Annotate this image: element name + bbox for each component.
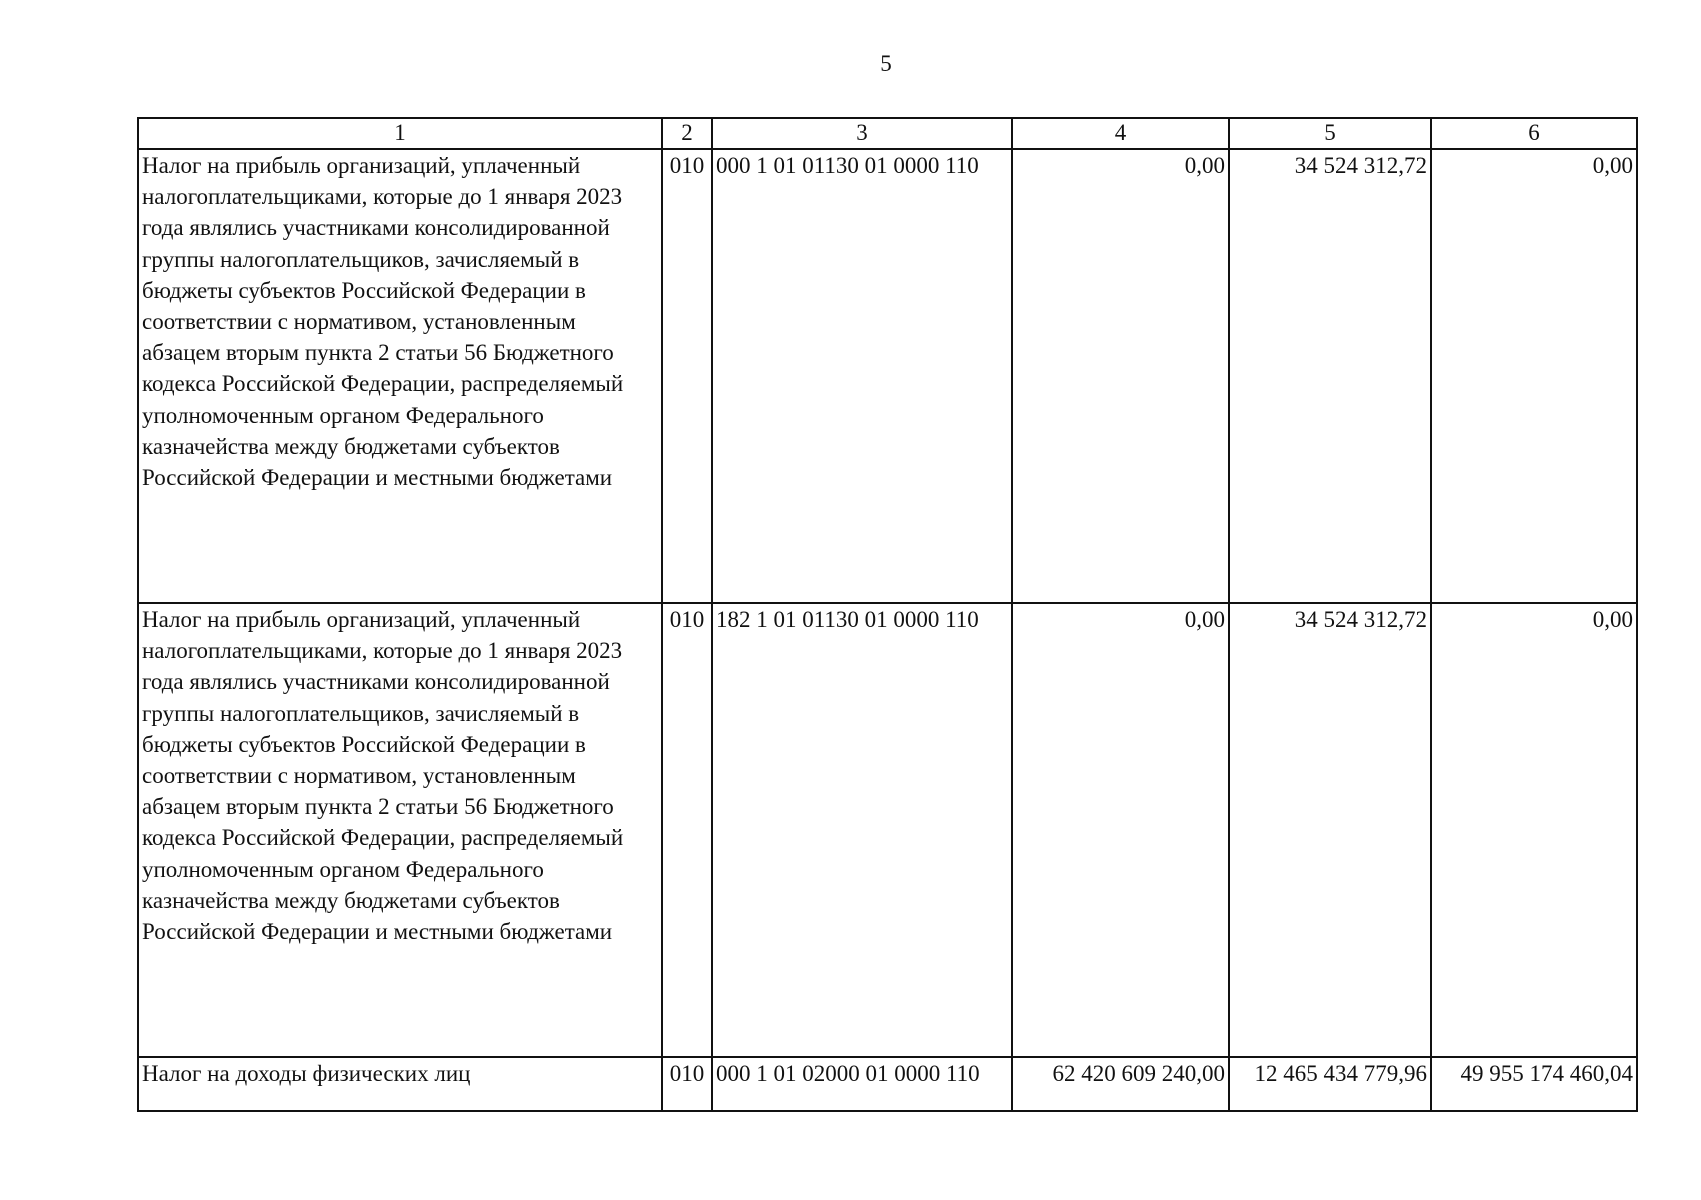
budget-classification-code-cell: 182 1 01 01130 01 0000 110 bbox=[712, 603, 1012, 1057]
revenue-name-cell: Налог на прибыль организаций, уплаченный налогоплательщиками, которые до 1 января 2023 года являлись участниками консолидированной группы налогоплательщиков, зачисляемый в бюджеты субъектов Российской Федерации в соответствии с нормативом, установленным абзацем вторым пункта 2 статьи 56 Бюджетного кодекса Российской Федерации, распределяемый уполномоченным органом Федерального казначейства между бюджетами субъектов Российской Федерации и местными бюджетами bbox=[138, 149, 662, 603]
table-row bbox=[138, 1057, 1637, 1111]
budget-classification-code-cell: 000 1 01 02000 01 0000 110 bbox=[712, 1057, 1012, 1111]
amount-cell-col6: 0,00 bbox=[1431, 603, 1637, 1057]
column-header-1: 1 bbox=[138, 118, 662, 149]
revenue-name-cell: Налог на доходы физических лиц bbox=[138, 1057, 662, 1111]
budget-classification-code-cell: 000 1 01 01130 01 0000 110 bbox=[712, 149, 1012, 603]
amount-cell-col6: 49 955 174 460,04 bbox=[1431, 1057, 1637, 1111]
amount-cell-col5: 12 465 434 779,96 bbox=[1229, 1057, 1431, 1111]
column-number-header-row bbox=[138, 118, 1637, 149]
column-header-6: 6 bbox=[1431, 118, 1637, 149]
line-code-cell: 010 bbox=[662, 1057, 712, 1111]
amount-cell-col5: 34 524 312,72 bbox=[1229, 149, 1431, 603]
page-number: 5 bbox=[880, 51, 892, 76]
line-code-cell: 010 bbox=[662, 603, 712, 1057]
column-header-4: 4 bbox=[1012, 118, 1229, 149]
amount-cell-col6: 0,00 bbox=[1431, 149, 1637, 603]
column-header-5: 5 bbox=[1229, 118, 1431, 149]
table-row bbox=[138, 603, 1637, 1057]
column-header-3: 3 bbox=[712, 118, 1012, 149]
table-row bbox=[138, 149, 1637, 603]
column-header-2: 2 bbox=[662, 118, 712, 149]
line-code-cell: 010 bbox=[662, 149, 712, 603]
budget-revenue-table bbox=[137, 117, 1638, 1112]
amount-cell-col4: 0,00 bbox=[1012, 603, 1229, 1057]
amount-cell-col4: 0,00 bbox=[1012, 149, 1229, 603]
amount-cell-col4: 62 420 609 240,00 bbox=[1012, 1057, 1229, 1111]
amount-cell-col5: 34 524 312,72 bbox=[1229, 603, 1431, 1057]
revenue-name-cell: Налог на прибыль организаций, уплаченный налогоплательщиками, которые до 1 января 2023 года являлись участниками консолидированной группы налогоплательщиков, зачисляемый в бюджеты субъектов Российской Федерации в соответствии с нормативом, установленным абзацем вторым пункта 2 статьи 56 Бюджетного кодекса Российской Федерации, распределяемый уполномоченным органом Федерального казначейства между бюджетами субъектов Российской Федерации и местными бюджетами bbox=[138, 603, 662, 1057]
